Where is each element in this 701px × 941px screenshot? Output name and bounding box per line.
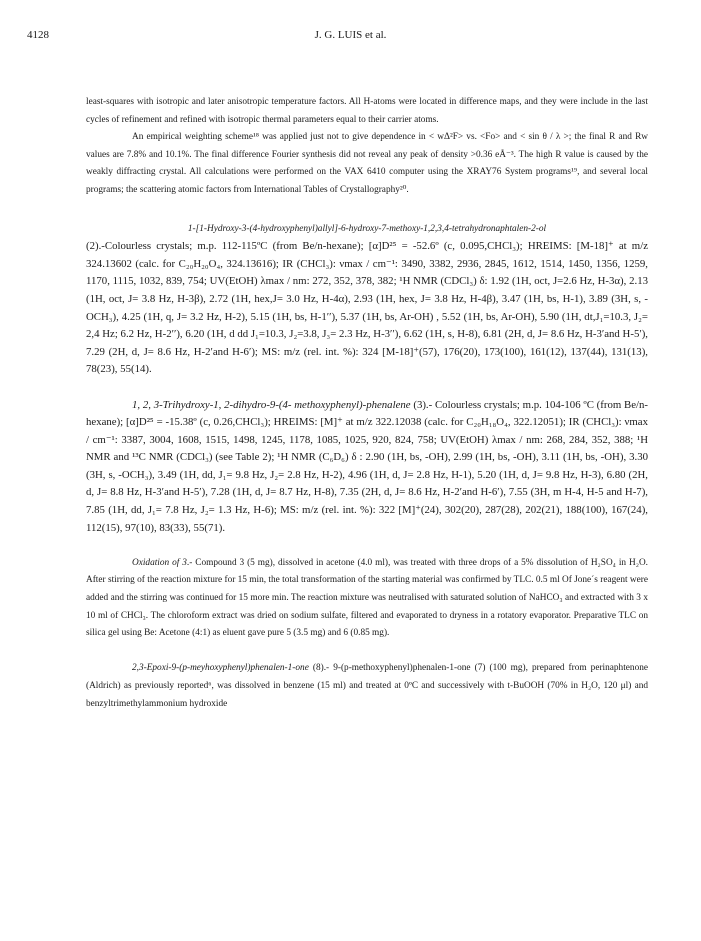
compound-8-paragraph bbox=[86, 660, 648, 713]
oxidation-heading: Oxidation of 3 bbox=[132, 557, 187, 568]
compound-3-body: (3).- Colourless crystals; m.p. 104-106 ºC (from Be/n-hexane); [α]D²⁵ = -15.38º (c, 0.26,CHCl₃); HREIMS: [M]⁺ at m/z 322.12038 (calc. for C₂₀H₁₈O₄, 322.12051); IR (CHCl₃): νmax / cm⁻¹: 3387, 3004, 1608, 1515, 1498, 1245, 1178, 1085, 1025, 920, 824, 758; UV(EtOH) λmax / nm: 268, 284, 352, 388; ¹H NMR and ¹³C NMR (CDCl₃) (see Table 2); ¹H NMR (C₆D₆) δ : 2.90 (1H, bs, -OH), 2.99 (1H, bs, -OH), 3.11 (1H, bs, -OH), 3.30 (3H, s, -OCH₃), 3.49 (1H, dd, J₁= 9.8 Hz, J₂= 2.8 Hz, H-2), 4.96 (1H, d, J= 2.8 Hz, H-1), 5.20 (1H, d, J= 9.8 Hz, H-3), 6.80 (2H, d, J= 8.8 Hz, H-3′and H-5′), 7.28 (1H, d, J= 8.7 Hz, H-8), 7.35 (2H, d, J= 8.6 Hz, H-2′and H-6′), 7.55 (3H, m H-4, H-5 and H-7), 7.85 (1H, dd, J₁= 7.8 Hz, J₂= 1.3 Hz, H-6); MS: m/z (rel. int. %): 322 [M]⁺(24), 302(20), 287(28), 202(21), 188(100), 167(24), 112(15), 97(10), 83(33), 55(71). bbox=[86, 398, 649, 534]
compound-2-title bbox=[86, 221, 648, 239]
compound-8-name: 2,3-Epoxi-9-(p-meyhoxyphenyl)phenalen-1-one bbox=[132, 663, 309, 674]
compound-2-body: (2).-Colourless crystals; m.p. 112-115ºC (from Be/n-hexane); [α]D²⁵ = -52.6º (c, 0.095,CHCl₃); HREIMS: [M-18]⁺ at m/z 324.13602 (calc. for C₂₀H₂₀O₄, 324.13616); IR (CHCl₃): νmax / cm⁻¹: 3490, 3382, 2936, 2845, 1612, 1514, 1450, 1356, 1259, 1170, 1115, 1032, 839, 754; UV(EtOH) λmax / nm: 272, 352, 378, 382; ¹H NMR (CDCl₃) δ: 1.92 (1H, oct, J=2.6 Hz, H-3α), 2.13 (1H, oct, J= 3.8 Hz, H-3β), 2.72 (1H, hex,J= 3.0 Hz, H-4α), 2.93 (1H, hex, J= 3.8 Hz, H-4β), 3.47 (1H, bs, H-1), 3.89 (3H, s, -OCH₃), 4.25 (1H, q, J= 3.2 Hz, H-2), 5.15 (1H, bs, H-1′′), 5.37 (1H, bs, Ar-OH) , 5.52 (1H, bs, Ar-OH), 5.90 (1H, dt,J₁=10.3, J₂= 2,4 Hz; 6.2 Hz, H-2′′), 6.20 (1H, d dd J₁=10.3, J₂=3.8, J₃= 2.3 Hz, H-3′′), 6.62 (1H, s, H-8), 6.81 (2H, d, J= 8.6 Hz, H-3′and H-5′), 7.29 (2H, d, J= 8.6 Hz, H-2′and H-6′); MS: m/z (rel. int. %): 324 [M-18]⁺(57), 176(20), 173(100), 161(12), 137(44), 131(13), 78(23), 55(14). bbox=[86, 240, 648, 376]
compound-3-paragraph bbox=[86, 397, 648, 538]
compound-8-body: (8).- 9-(p-methoxyphenyl)phenalen-1-one (7) (100 mg), prepared from perinaphtenone (Aldrich) as previously reported⁶, was dissolved in benzene (15 ml) and treated at 0ºC and successively with t-BuOOH (70% in H₂O, 120 μl) and benzyltrimethylammonium hydroxide bbox=[86, 663, 648, 709]
paragraph-weighting: An empirical weighting scheme¹⁸ was applied just not to give dependence in < wΔ²F> vs. <Fo> and < sin θ / λ >; the final R and Rw values are 7.8% and 10.1%. The final difference Fourier synthesis did not reveal any peak of density >0.36 eÅ⁻³. The high R value is caused by the weakly diffracting crystal. All calculations were performed on the VAX 6410 computer using the XRAY76 System programs¹⁹, and several local programs; the scattering atomic factors from International Tables of Crystallography²⁰. bbox=[86, 132, 648, 195]
oxidation-paragraph bbox=[86, 555, 648, 643]
compound-3-name: 1, 2, 3-Trihydroxy-1, 2-dihydro-9-(4- methoxyphenyl)-phenalene bbox=[132, 398, 411, 411]
page-number: 4128 bbox=[27, 29, 49, 41]
paragraph-refinement: least-squares with isotropic and later anisotropic temperature factors. All H-atoms were located in difference maps, and they were include in the last cycles of refinement and refined with isotropic thermal parameters equal to their carrier atoms. bbox=[86, 97, 648, 125]
article-body bbox=[86, 94, 648, 713]
oxidation-body: .- Compound 3 (5 mg), dissolved in acetone (4.0 ml), was treated with three drops of a 5% dissolution of H₂SO₄ in H₂O. After stirring of the reaction mixture for 15 min, the total transformation of the starting material was confirmed by TLC. 0.5 ml Of Jone´s reagent were added and the stirring was continued for 15 more min. The reaction mixture was neutralised with saturated solution of NaHCO₃ and extracted with 3 x 10 ml of CHCl₃. The chloroform extract was dried on sodium sulfate, filtered and evaporated to dryness in a rotatory evaporator. Preparative TLC on silica gel using Be: Acetone (4:1) as eluent gave pure 5 (3.5 mg) and 6 (0.85 mg). bbox=[86, 557, 648, 639]
running-title: J. G. LUIS et al. bbox=[314, 29, 387, 41]
compound-2-name: 1-[1-Hydroxy-3-(4-hydroxyphenyl)allyl]-6-hydroxy-7-methoxy-1,2,3,4-tetrahydronaphtalen-2-ol bbox=[187, 223, 547, 234]
